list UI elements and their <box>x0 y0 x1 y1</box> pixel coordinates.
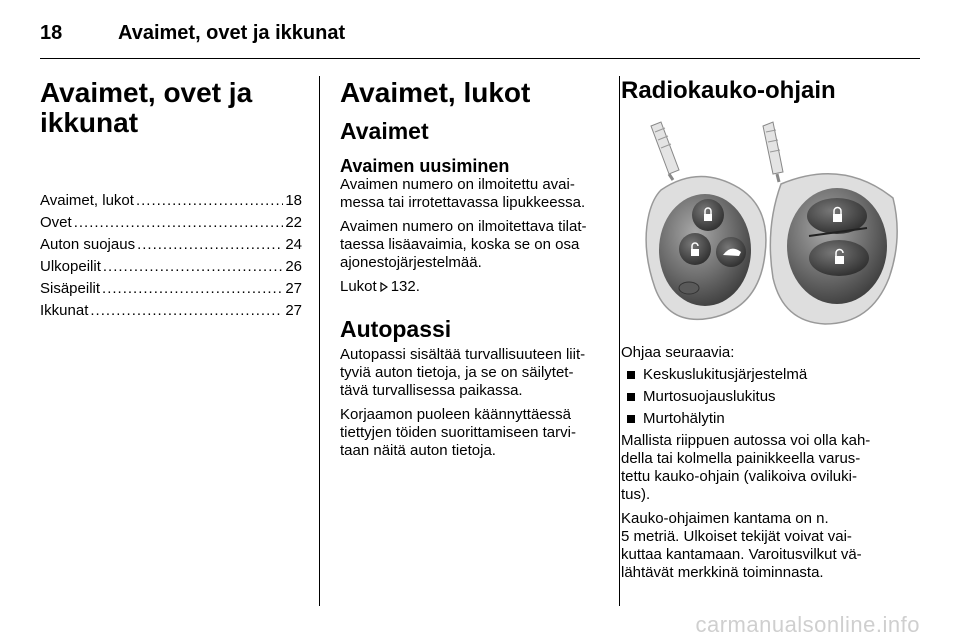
list-item: Murtohälytin <box>621 410 903 432</box>
table-of-contents <box>40 192 302 324</box>
remote-key-illustration <box>621 118 903 330</box>
paragraph: Avaimen numero on ilmoitettava tilat- taessa lisäavaimia, koska se on osa ajonestojärjestelmää. <box>340 218 587 271</box>
toc-entry[interactable]: Ikkunat ..... 27 <box>40 302 302 324</box>
toc-entry[interactable]: Ovet ..... 22 <box>40 214 302 236</box>
cross-reference[interactable]: Lukot 132. <box>340 278 420 295</box>
column-divider <box>319 76 320 606</box>
three-button-remote <box>646 122 766 319</box>
column-divider <box>619 76 620 606</box>
chapter-title: Avaimet, ovet ja ikkunat <box>40 77 253 138</box>
topic-heading: Avaimen uusiminen <box>340 156 510 176</box>
subsection-heading: Avaimet <box>340 118 429 144</box>
page-header <box>40 18 920 59</box>
bullet-square-icon <box>627 415 635 423</box>
section-title: Avaimet, lukot <box>340 77 531 108</box>
remote-control-column <box>621 78 903 582</box>
subsection-heading: Autopassi <box>340 316 452 342</box>
page-number: 18 <box>40 22 63 44</box>
paragraph: Avaimen numero on ilmoitettu avai- messa tai irrotettavassa lipukkeessa. <box>340 176 586 211</box>
section-title: Radiokauko-ohjain <box>621 77 836 104</box>
paragraph: Mallista riippuen autossa voi olla kah- della tai kolmella painikkeella varus- tettu kauko-ohjain (valikoiva oviluki- tus). <box>621 432 871 503</box>
two-button-remote <box>763 122 897 324</box>
list-item: Keskuslukitusjärjestelmä <box>621 366 903 388</box>
toc-entry[interactable]: Auton suojaus ..... 24 <box>40 236 302 258</box>
paragraph: Autopassi sisältää turvallisuuteen liit- tyviä auton tietoja, ja se on säilytet- tävä turvallisessa paikassa. <box>340 346 586 399</box>
bullet-square-icon <box>627 393 635 401</box>
bullet-list <box>621 366 903 432</box>
bullet-square-icon <box>627 371 635 379</box>
toc-entry[interactable]: Avaimet, lukot ..... 18 <box>40 192 302 214</box>
page-reference-icon <box>380 282 388 292</box>
list-item: Murtosuojauslukitus <box>621 388 903 410</box>
paragraph: Kauko-ohjaimen kantama on n. 5 metriä. Ulkoiset tekijät voivat vai- kuttaa kantamaan. Varoitusvilkut vä- lähtävät merkkinä toiminnasta. <box>621 510 862 581</box>
toc-entry[interactable]: Sisäpeilit ..... 27 <box>40 280 302 302</box>
chapter-column <box>40 78 302 324</box>
paragraph: Korjaamon puoleen käännyttäessä tiettyjen töiden suorittamiseen tarvi- taan näitä auton tietoja. <box>340 406 576 459</box>
watermark: carmanualsonline.info <box>695 612 920 637</box>
intro-text: Ohjaa seuraavia: <box>621 344 735 361</box>
header-title: Avaimet, ovet ja ikkunat <box>118 22 346 44</box>
toc-entry[interactable]: Ulkopeilit ..... 26 <box>40 258 302 280</box>
keys-locks-column <box>340 78 605 460</box>
